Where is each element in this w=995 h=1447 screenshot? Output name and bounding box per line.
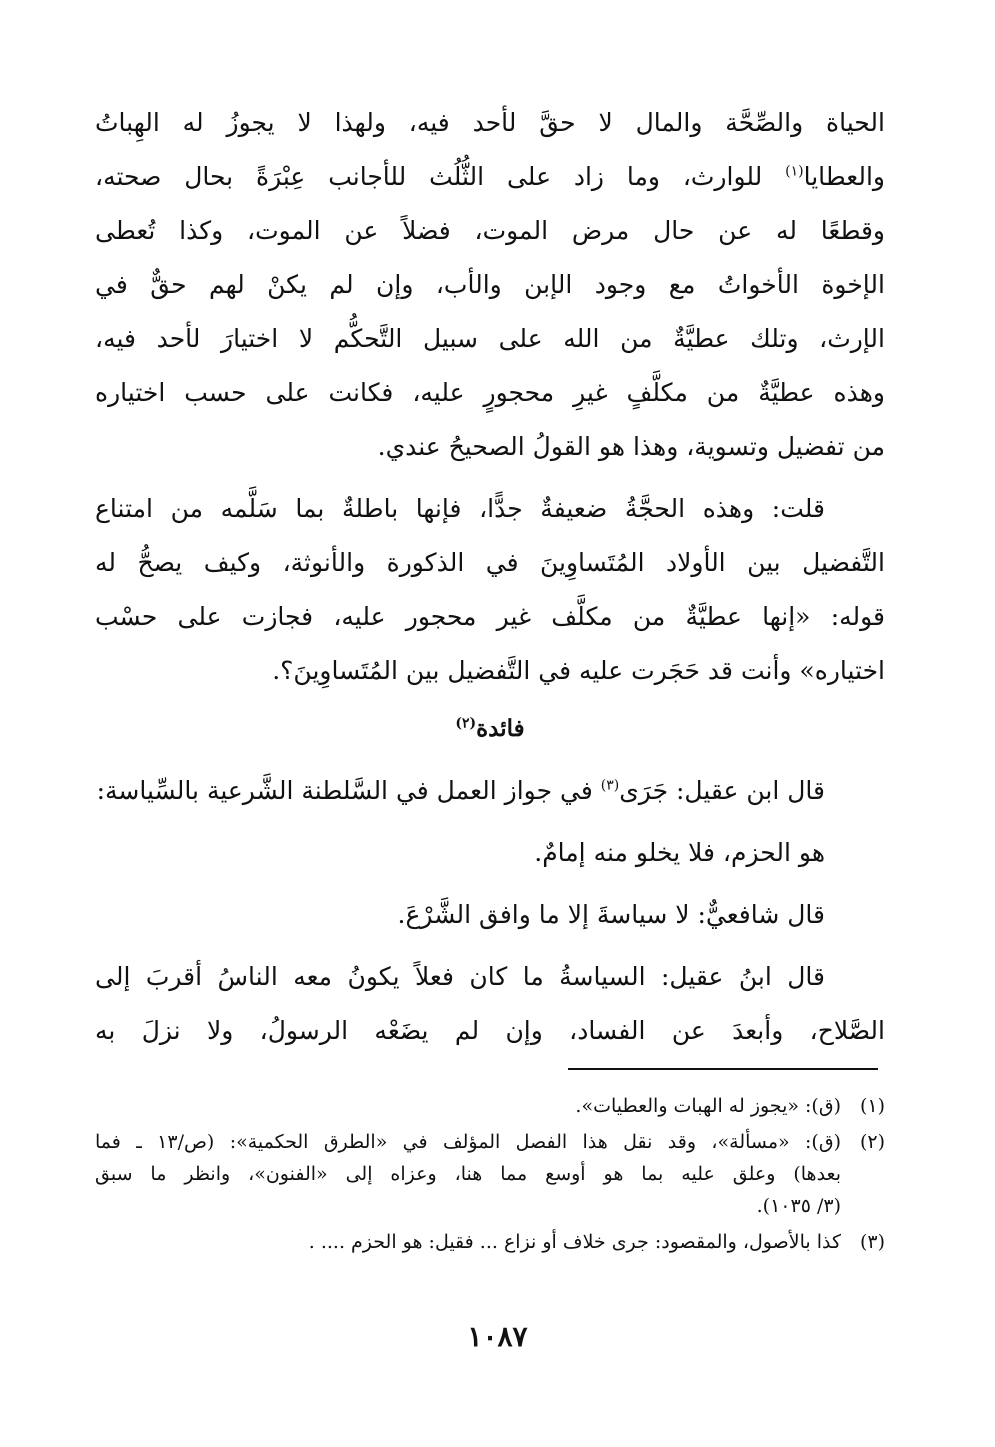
text-line: التَّفضيل بين الأولاد المُتَساوِينَ في الذكورة والأنوثة، وكيف يصحُّ له <box>95 548 885 577</box>
text-segment: قال ابن عقيل: جَرَى <box>619 776 825 805</box>
paragraph-6 <box>95 950 885 1058</box>
text-line: الإرث، وتلك عطيَّةٌ من الله على سبيل التَّحكُّم لا اختيارَ لأحد فيه، <box>95 324 885 353</box>
footnote-ref: (٢) <box>455 715 477 732</box>
text-segment: والعطايا <box>803 162 885 191</box>
text-line: الإخوة الأخواتُ مع وجود الإبن والأب، وإن لم يكنْ لهم حقٌّ في <box>95 270 885 299</box>
footnote-ref: (٣) <box>600 777 620 794</box>
page-number: ١٠٨٧ <box>467 1320 528 1353</box>
text-line: وهذه عطيَّةٌ من مكلَّفٍ غيرِ محجورٍ عليه، فكانت على حسب اختياره <box>95 378 885 407</box>
footnote-1 <box>95 1090 885 1122</box>
text-line <box>95 764 885 818</box>
paragraph-gap <box>95 942 885 950</box>
footnote-separator <box>568 1068 878 1070</box>
paragraph-gap <box>95 818 885 826</box>
footnote-ref: (١) <box>785 163 804 180</box>
text-line: الحياة والصِّحَّة والمال لا حقَّ لأحد فيه، ولهذا لا يجوزُ له الهِباتُ <box>95 108 885 137</box>
footnote-number: (١) <box>859 1095 885 1117</box>
footnote-body <box>95 1226 841 1258</box>
section-heading <box>95 702 885 756</box>
footnote-number: (٢) <box>859 1131 885 1153</box>
paragraph-2 <box>95 482 885 698</box>
footnote-3 <box>95 1226 885 1258</box>
text-segment: للوارث، وما زاد على الثُّلُث للأجانب عِبْرَةً بحال صحته، <box>95 162 763 191</box>
paragraph-3 <box>95 764 885 818</box>
footnote-body <box>95 1126 841 1222</box>
text-line: من تفضيل وتسوية، وهذا هو القولُ الصحيحُ عندي. <box>377 432 885 461</box>
paragraph-4: هو الحزم، فلا يخلو منه إمامٌ. <box>534 838 825 867</box>
footnote-number: (٣) <box>859 1231 885 1253</box>
text-line: الصَّلاح، وأبعدَ عن الفساد، وإن لم يضَعْه الرسولُ، ولا نزلَ به <box>95 1016 885 1045</box>
text-segment: في جواز العمل في السَّلطنة الشَّرعية بالسِّياسة: <box>96 776 593 805</box>
footnote-line: بعدها) وعلق عليه بما هو أوسع مما هنا، وعزاه إلى «الفنون»، وانظر ما سبق <box>95 1163 841 1185</box>
footnote-line: (ق): «مسألة»، وقد نقل هذا الفصل المؤلف في «الطرق الحكمية»: (ص/١٣ ـ فما <box>95 1131 841 1153</box>
paragraph-gap <box>95 880 885 888</box>
text-line: قال ابنُ عقيل: السياسةُ ما كان فعلاً يكونُ معه الناسُ أقربَ إلى <box>95 962 825 991</box>
paragraph-gap <box>95 474 885 482</box>
text-line: اختياره» وأنت قد حَجَرت عليه في التَّفضيل بين المُتَساوِينَ؟. <box>272 656 885 685</box>
footnote-body <box>95 1090 841 1122</box>
heading-text: فائدة <box>476 715 525 742</box>
text-line: وقطعًا له عن حال مرض الموت، فضلاً عن الموت، وكذا تُعطى <box>95 216 885 245</box>
main-text <box>95 96 885 1058</box>
footnote-2 <box>95 1126 885 1222</box>
paragraph-1 <box>95 96 885 474</box>
footnote-line: كذا بالأصول، والمقصود: جرى خلاف أو نزاع ... فقيل: هو الحزم .... . <box>308 1231 841 1253</box>
text-line: قلت: وهذه الحجَّةُ ضعيفةٌ جدًّا، فإنها باطلةٌ بما سَلَّمه من امتناع <box>95 494 825 523</box>
paragraph-5: قال شافعيٌّ: لا سياسةَ إلا ما وافق الشَّرْعَ. <box>397 900 825 929</box>
footnote-line: (٣/ ١٠٣٥). <box>756 1195 841 1217</box>
footnotes <box>95 1090 885 1262</box>
text-line: قوله: «إنها عطيَّةٌ من مكلَّف غير محجور عليه، فجازت على حسْب <box>95 602 885 631</box>
footnote-line: (ق): «يجوز له الهبات والعطيات». <box>575 1095 841 1117</box>
text-line <box>95 150 885 204</box>
